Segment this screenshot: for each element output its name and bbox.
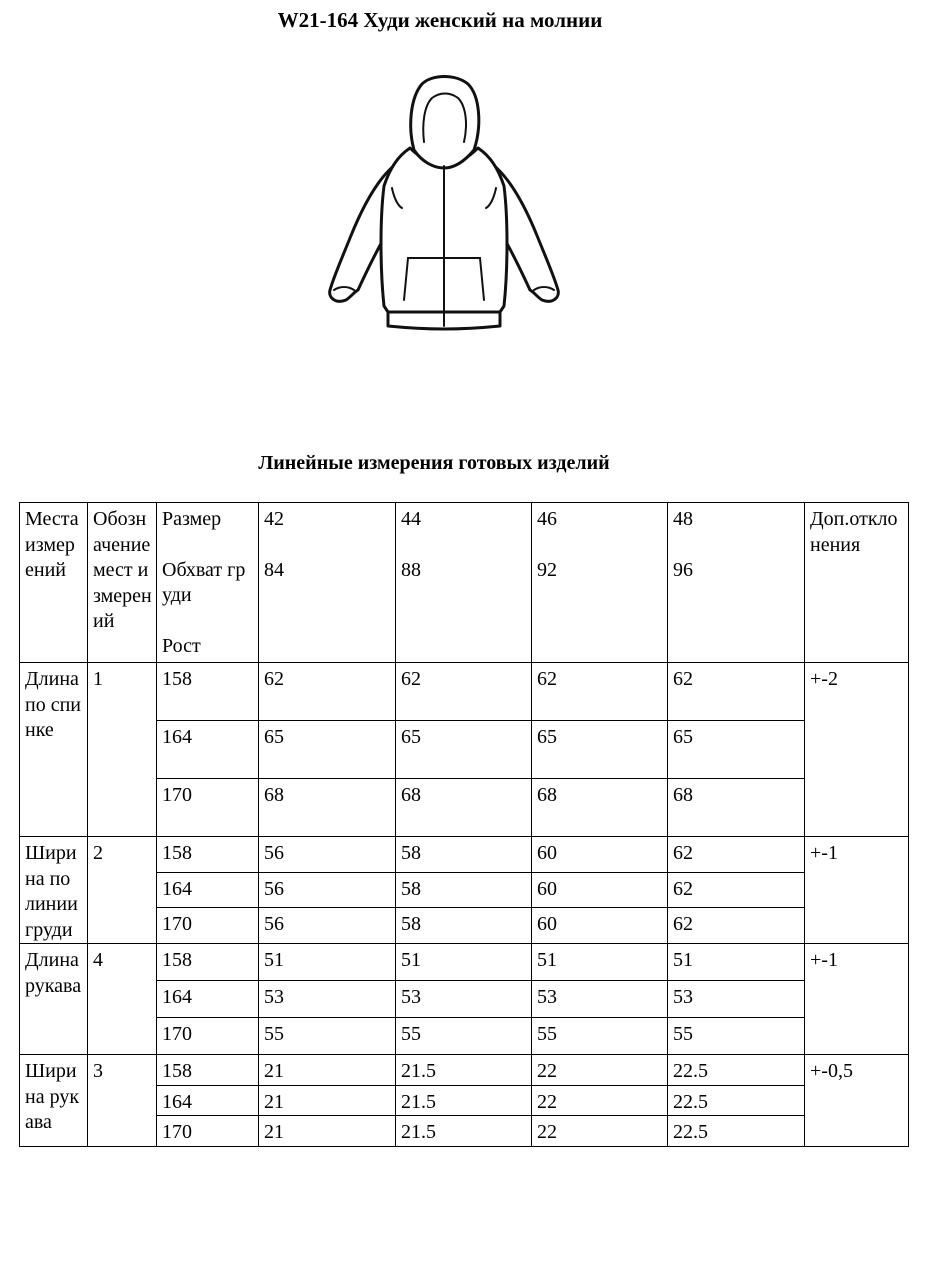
- measurement-value: 60: [532, 908, 668, 944]
- measurement-value: 51: [259, 944, 396, 981]
- table-row: [20, 1055, 909, 1086]
- measurements-table: [19, 502, 909, 1147]
- size-value: 42: [264, 508, 284, 530]
- measurement-value: 55: [668, 1018, 805, 1055]
- measurement-value: 62: [259, 663, 396, 721]
- height-value: 164: [157, 1085, 259, 1116]
- table-row: [20, 663, 909, 721]
- measurement-value: 21: [259, 1055, 396, 1086]
- measurement-value: 60: [532, 837, 668, 873]
- measurement-value: 53: [668, 981, 805, 1018]
- measurement-place: Длина рукава: [20, 944, 88, 1055]
- measurement-place: Ширина рукава: [20, 1055, 88, 1147]
- height-label: Рост: [162, 634, 201, 657]
- table-caption: Линейные измерения готовых изделий: [258, 452, 610, 474]
- chest-value: 84: [264, 558, 284, 581]
- tolerance-value: +-2: [805, 663, 909, 837]
- size-value: 48: [673, 508, 693, 530]
- measurement-value: 62: [396, 663, 532, 721]
- header-tolerance: Доп.отклонения: [805, 503, 909, 663]
- measurement-value: 62: [668, 663, 805, 721]
- header-size-col: [668, 503, 805, 663]
- measurement-value: 60: [532, 872, 668, 908]
- measurement-value: 56: [259, 908, 396, 944]
- measurement-code: 4: [88, 944, 157, 1055]
- header-designation: Обозначение мест измерений: [88, 503, 157, 663]
- header-size-col: [259, 503, 396, 663]
- measurement-value: 22: [532, 1055, 668, 1086]
- header-size-chest-height: [157, 503, 259, 663]
- measurement-value: 21.5: [396, 1085, 532, 1116]
- size-label: Размер: [162, 508, 222, 530]
- table-row: [20, 837, 909, 873]
- measurement-value: 62: [668, 872, 805, 908]
- chest-value: 96: [673, 558, 693, 581]
- height-value: 158: [157, 837, 259, 873]
- table-row: [20, 944, 909, 981]
- header-size-col: [532, 503, 668, 663]
- measurement-value: 62: [668, 837, 805, 873]
- measurement-value: 53: [396, 981, 532, 1018]
- measurement-value: 58: [396, 872, 532, 908]
- measurement-value: 55: [396, 1018, 532, 1055]
- measurement-value: 51: [668, 944, 805, 981]
- document-title: W21-164 Худи женский на молнии: [277, 8, 603, 32]
- measurement-place: Ширина по линии груди: [20, 837, 88, 944]
- measurement-value: 62: [668, 908, 805, 944]
- measurement-value: 21: [259, 1085, 396, 1116]
- measurement-value: 58: [396, 837, 532, 873]
- header-place: Места измерений: [20, 503, 88, 663]
- measurement-value: 53: [532, 981, 668, 1018]
- measurement-value: 68: [668, 779, 805, 837]
- measurement-value: 22.5: [668, 1055, 805, 1086]
- measurement-value: 65: [532, 721, 668, 779]
- measurement-value: 21: [259, 1116, 396, 1147]
- measurement-value: 65: [668, 721, 805, 779]
- height-value: 170: [157, 1018, 259, 1055]
- size-value: 46: [537, 508, 557, 530]
- measurement-value: 51: [532, 944, 668, 981]
- height-value: 164: [157, 721, 259, 779]
- height-value: 158: [157, 944, 259, 981]
- measurement-code: 3: [88, 1055, 157, 1147]
- header-size-col: [396, 503, 532, 663]
- hoodie-sketch-icon: [318, 68, 570, 338]
- tolerance-value: +-0,5: [805, 1055, 909, 1147]
- height-value: 158: [157, 663, 259, 721]
- measurement-value: 68: [532, 779, 668, 837]
- measurement-value: 56: [259, 837, 396, 873]
- tolerance-value: +-1: [805, 944, 909, 1055]
- measurement-value: 22: [532, 1085, 668, 1116]
- measurement-value: 51: [396, 944, 532, 981]
- measurement-value: 62: [532, 663, 668, 721]
- height-value: 164: [157, 872, 259, 908]
- measurement-value: 53: [259, 981, 396, 1018]
- measurement-value: 22: [532, 1116, 668, 1147]
- height-value: 164: [157, 981, 259, 1018]
- chest-value: 88: [401, 558, 421, 581]
- measurement-value: 21.5: [396, 1055, 532, 1086]
- chest-label: Обхват груди: [162, 558, 246, 606]
- tolerance-value: +-1: [805, 837, 909, 944]
- chest-value: 92: [537, 558, 557, 581]
- measurement-value: 55: [532, 1018, 668, 1055]
- height-value: 170: [157, 779, 259, 837]
- measurement-value: 22.5: [668, 1085, 805, 1116]
- measurement-value: 65: [396, 721, 532, 779]
- measurement-value: 65: [259, 721, 396, 779]
- height-value: 170: [157, 908, 259, 944]
- measurement-value: 68: [259, 779, 396, 837]
- measurement-value: 21.5: [396, 1116, 532, 1147]
- measurement-value: 22.5: [668, 1116, 805, 1147]
- measurement-code: 1: [88, 663, 157, 837]
- table-header-row: [20, 503, 909, 663]
- measurement-value: 58: [396, 908, 532, 944]
- measurement-code: 2: [88, 837, 157, 944]
- height-value: 170: [157, 1116, 259, 1147]
- height-value: 158: [157, 1055, 259, 1086]
- measurement-value: 55: [259, 1018, 396, 1055]
- size-value: 44: [401, 508, 421, 530]
- measurement-place: Длина по спинке: [20, 663, 88, 837]
- measurement-value: 56: [259, 872, 396, 908]
- measurement-value: 68: [396, 779, 532, 837]
